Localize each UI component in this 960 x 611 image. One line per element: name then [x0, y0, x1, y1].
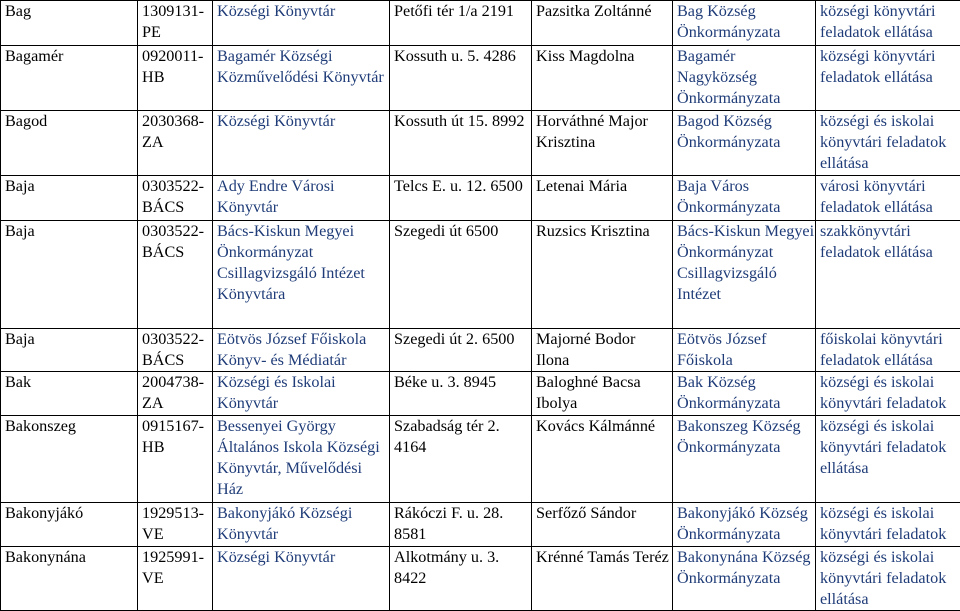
owner-cell: Bag Község Önkormányzata — [673, 1, 816, 46]
table-row — [1, 221, 960, 329]
owner-cell: Bakonyjákó Község Önkormányzata — [673, 503, 816, 547]
table-row — [1, 372, 960, 416]
library-name-cell: Ady Endre Városi Könyvtár — [213, 176, 390, 221]
leader-cell: Serfőző Sándor — [532, 503, 673, 547]
town-cell: Bakonynána — [1, 547, 138, 611]
owner-cell: Bakonszeg Község Önkormányzata — [673, 416, 816, 503]
table-row — [1, 176, 960, 221]
address-cell: Szegedi út 6500 — [390, 221, 532, 329]
leader-cell: Krénné Tamás Teréz — [532, 547, 673, 611]
library-name-cell: Bakonyjákó Községi Könyvtár — [213, 503, 390, 547]
library-name-cell: Bács-Kiskun Megyei Önkormányzat Csillagvizsgáló Intézet Könyvtára — [213, 221, 390, 329]
address-cell: Béke u. 3. 8945 — [390, 372, 532, 416]
leader-cell: Kiss Magdolna — [532, 46, 673, 111]
library-name-cell: Bagamér Községi Közművelődési Könyvtár — [213, 46, 390, 111]
address-cell: Kossuth u. 5. 4286 — [390, 46, 532, 111]
leader-cell: Kovács Kálmánné — [532, 416, 673, 503]
code-cell: 0303522-BÁCS — [138, 329, 213, 372]
library-name-cell: Községi és Iskolai Könyvtár — [213, 372, 390, 416]
role-cell: főiskolai könyvtári feladatok ellátása — [816, 329, 960, 372]
owner-cell: Eötvös József Főiskola — [673, 329, 816, 372]
town-cell: Bag — [1, 1, 138, 46]
role-cell: városi könyvtári feladatok ellátása — [816, 176, 960, 221]
role-cell: községi és iskolai könyvtári feladatok — [816, 372, 960, 416]
code-cell: 0303522-BÁCS — [138, 176, 213, 221]
owner-cell: Bács-Kiskun Megyei Önkormányzat Csillagvizsgáló Intézet — [673, 221, 816, 329]
table-row — [1, 503, 960, 547]
owner-cell: Bakonynána Község Önkormányzata — [673, 547, 816, 611]
role-cell: községi és iskolai könyvtári feladatok ellátása — [816, 416, 960, 503]
role-cell: községi könyvtári feladatok ellátása — [816, 46, 960, 111]
table-row — [1, 46, 960, 111]
role-cell: községi és iskolai könyvtári feladatok ellátása — [816, 111, 960, 176]
role-cell: községi és iskolai könyvtári feladatok ellátása — [816, 547, 960, 611]
leader-cell: Baloghné Bacsa Ibolya — [532, 372, 673, 416]
code-cell: 2030368-ZA — [138, 111, 213, 176]
town-cell: Baja — [1, 221, 138, 329]
owner-cell: Baja Város Önkormányzata — [673, 176, 816, 221]
code-cell: 2004738-ZA — [138, 372, 213, 416]
town-cell: Bakonszeg — [1, 416, 138, 503]
leader-cell: Letenai Mária — [532, 176, 673, 221]
town-cell: Bagamér — [1, 46, 138, 111]
code-cell: 1925991-VE — [138, 547, 213, 611]
leader-cell: Horváthné Major Krisztina — [532, 111, 673, 176]
owner-cell: Bagod Község Önkormányzata — [673, 111, 816, 176]
table-row — [1, 416, 960, 503]
library-name-cell: Községi Könyvtár — [213, 111, 390, 176]
address-cell: Szegedi út 2. 6500 — [390, 329, 532, 372]
library-name-cell: Bessenyei György Általános Iskola Községi Könyvtár, Művelődési Ház — [213, 416, 390, 503]
owner-cell: Bagamér Nagyközség Önkormányzata — [673, 46, 816, 111]
address-cell: Telcs E. u. 12. 6500 — [390, 176, 532, 221]
town-cell: Bagod — [1, 111, 138, 176]
table-row — [1, 547, 960, 611]
role-cell: községi és iskolai könyvtári feladatok — [816, 503, 960, 547]
town-cell: Bakonyjákó — [1, 503, 138, 547]
town-cell: Bak — [1, 372, 138, 416]
code-cell: 0303522-BÁCS — [138, 221, 213, 329]
table-row — [1, 329, 960, 372]
table-row — [1, 111, 960, 176]
address-cell: Rákóczi F. u. 28. 8581 — [390, 503, 532, 547]
leader-cell: Pazsitka Zoltánné — [532, 1, 673, 46]
table-row — [1, 1, 960, 46]
address-cell: Szabadság tér 2. 4164 — [390, 416, 532, 503]
address-cell: Petőfi tér 1/a 2191 — [390, 1, 532, 46]
leader-cell: Ruzsics Krisztina — [532, 221, 673, 329]
leader-cell: Majorné Bodor Ilona — [532, 329, 673, 372]
role-cell: szakkönyvtári feladatok ellátása — [816, 221, 960, 329]
library-name-cell: Eötvös József Főiskola Könyv- és Médiatár — [213, 329, 390, 372]
library-name-cell: Községi Könyvtár — [213, 1, 390, 46]
town-cell: Baja — [1, 329, 138, 372]
address-cell: Kossuth út 15. 8992 — [390, 111, 532, 176]
library-name-cell: Községi Könyvtár — [213, 547, 390, 611]
code-cell: 1309131-PE — [138, 1, 213, 46]
role-cell: községi könyvtári feladatok ellátása — [816, 1, 960, 46]
town-cell: Baja — [1, 176, 138, 221]
address-cell: Alkotmány u. 3. 8422 — [390, 547, 532, 611]
code-cell: 1929513-VE — [138, 503, 213, 547]
code-cell: 0920011-HB — [138, 46, 213, 111]
code-cell: 0915167-HB — [138, 416, 213, 503]
owner-cell: Bak Község Önkormányzata — [673, 372, 816, 416]
